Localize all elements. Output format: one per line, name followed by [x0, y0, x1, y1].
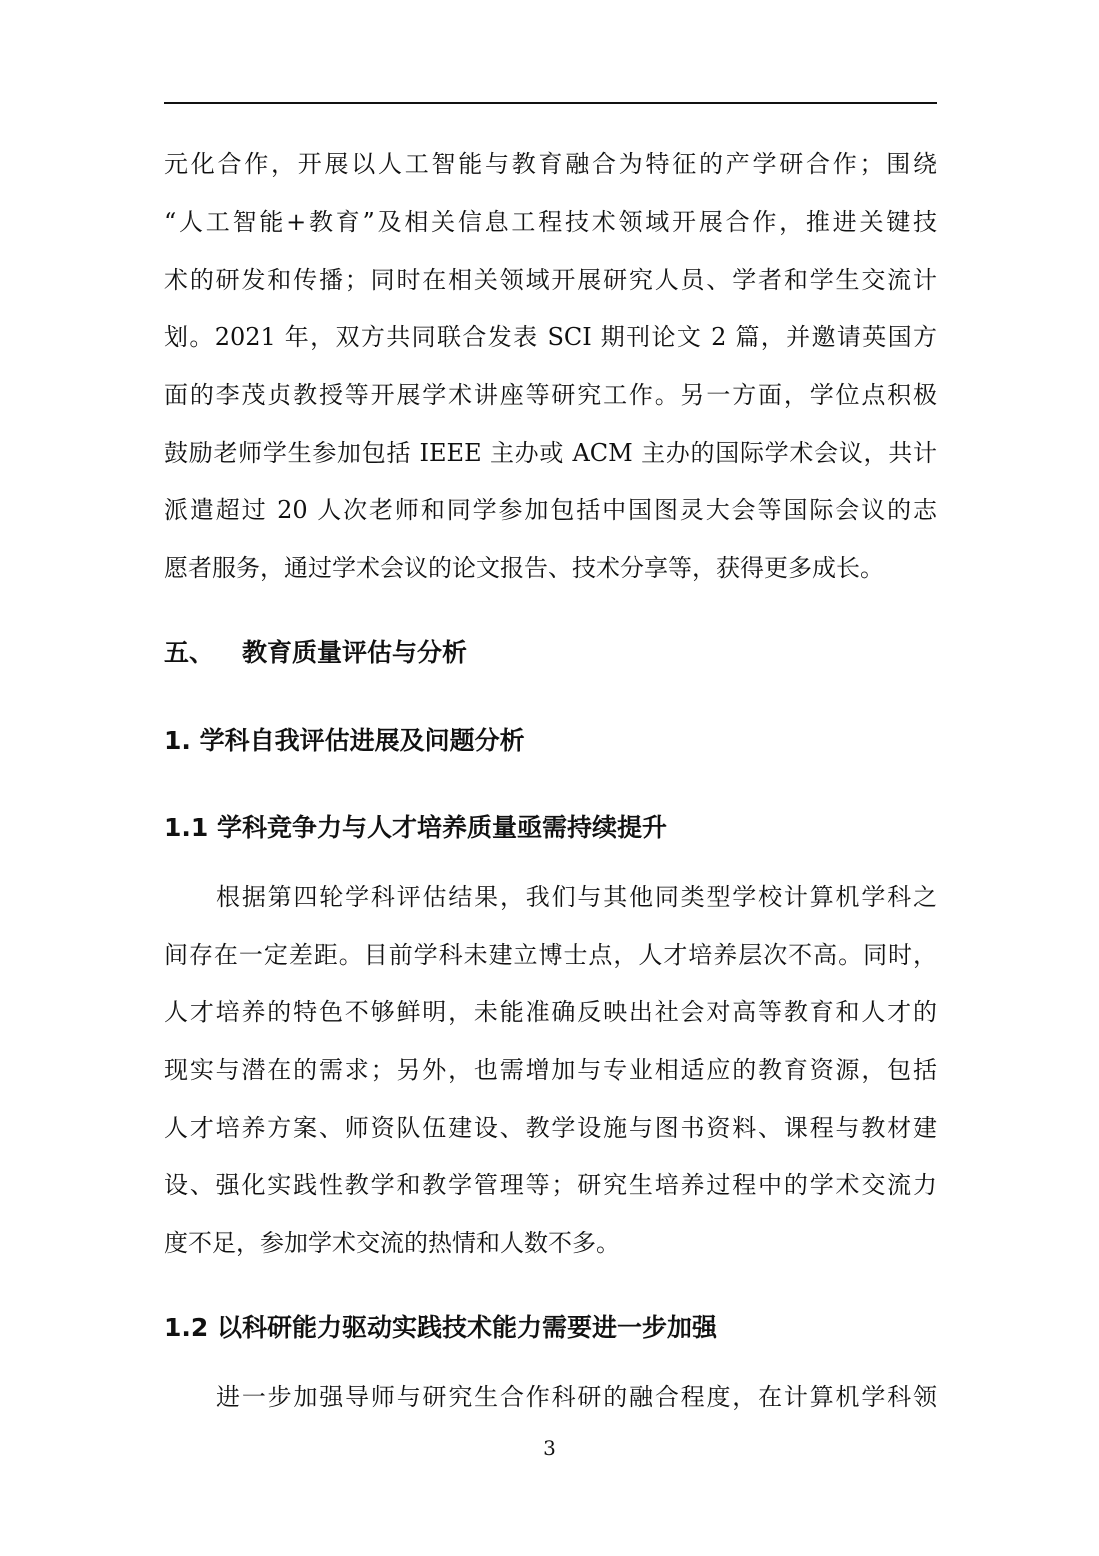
- paragraph-line: 设、强化实践性教学和教学管理等；研究生培养过程中的学术交流力: [164, 1171, 937, 1199]
- paragraph-line: “人工智能+教育”及相关信息工程技术领域开展合作，推进关键技: [164, 208, 937, 236]
- paragraph-line: 元化合作，开展以人工智能与教育融合为特征的产学研合作；围绕: [164, 150, 937, 178]
- paragraph-line: 现实与潜在的需求；另外，也需增加与专业相适应的教育资源，包括: [164, 1056, 937, 1084]
- heading-level2: 1.2 以科研能力驱动实践技术能力需要进一步加强: [164, 1313, 717, 1342]
- heading-level2: 1.1 学科竞争力与人才培养质量亟需持续提升: [164, 813, 667, 842]
- page-number: 3: [543, 1436, 556, 1460]
- section-number: 五、: [164, 638, 215, 667]
- section-title: 教育质量评估与分析: [242, 638, 468, 667]
- paragraph-line: 愿者服务，通过学术会议的论文报告、技术分享等，获得更多成长。: [164, 554, 884, 582]
- paragraph-line: 间存在一定差距。目前学科未建立博士点，人才培养层次不高。同时，: [164, 941, 937, 969]
- paragraph-line: 划。2021 年，双方共同联合发表 SCI 期刊论文 2 篇，并邀请英国方: [164, 323, 937, 351]
- header-rule: [164, 102, 937, 104]
- paragraph-line: 派遣超过 20 人次老师和同学参加包括中国图灵大会等国际会议的志: [164, 496, 937, 524]
- paragraph-line: 度不足，参加学术交流的热情和人数不多。: [164, 1229, 620, 1257]
- section-heading: [164, 637, 937, 669]
- paragraph-line: 根据第四轮学科评估结果，我们与其他同类型学校计算机学科之: [216, 883, 937, 911]
- paragraph-line: 鼓励老师学生参加包括 IEEE 主办或 ACM 主办的国际学术会议，共计: [164, 439, 937, 467]
- paragraph-line: 人才培养的特色不够鲜明，未能准确反映出社会对高等教育和人才的: [164, 998, 937, 1026]
- paragraph-line: 术的研发和传播；同时在相关领域开展研究人员、学者和学生交流计: [164, 266, 937, 294]
- paragraph-line: 进一步加强导师与研究生合作科研的融合程度，在计算机学科领: [216, 1383, 937, 1411]
- paragraph-line: 面的李茂贞教授等开展学术讲座等研究工作。另一方面，学位点积极: [164, 381, 937, 409]
- paragraph-line: 人才培养方案、师资队伍建设、教学设施与图书资料、课程与教材建: [164, 1114, 937, 1142]
- heading-level1: 1. 学科自我评估进展及问题分析: [164, 726, 525, 755]
